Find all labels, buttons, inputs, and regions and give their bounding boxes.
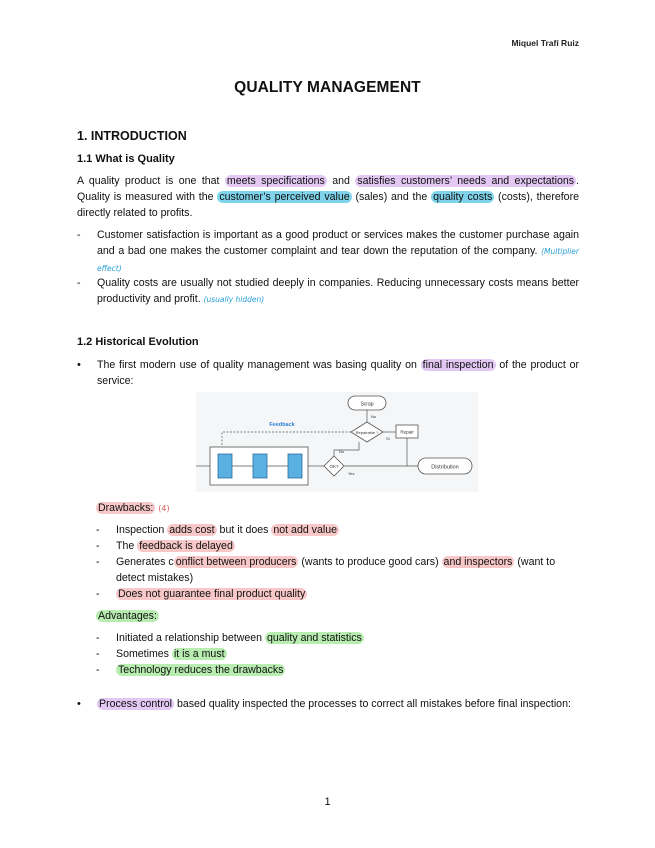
list-item-text: Customer satisfaction is important as a good product or services makes the customer purchase again and a bad one makes the customer complaint and tear down the reputation of the company. bbox=[97, 229, 579, 257]
highlight-process-control: Process control bbox=[99, 698, 173, 710]
process-step-1 bbox=[218, 454, 232, 478]
quality-definition-paragraph bbox=[77, 173, 579, 221]
highlight-quality-costs: quality costs bbox=[433, 191, 493, 203]
dash-marker: - bbox=[96, 540, 100, 552]
text: (sales) and the bbox=[351, 191, 432, 203]
subsection-heading-what-is-quality: 1.1 What is Quality bbox=[77, 153, 175, 165]
repairable-label: Repairable ? bbox=[355, 430, 379, 435]
drawbacks-label: Drawbacks: bbox=[98, 502, 154, 514]
highlight-satisfies-needs: satisfies customers’ needs and expectations bbox=[357, 175, 575, 187]
scrap-label: Scrap bbox=[360, 401, 374, 408]
text: . Quality is measured with the bbox=[77, 175, 579, 203]
highlight: Technology reduces the drawbacks bbox=[118, 664, 284, 676]
process-step-3 bbox=[288, 454, 302, 478]
list-item-customer-satisfaction bbox=[77, 227, 579, 277]
text: The bbox=[116, 540, 138, 552]
advantages-label: Advantages: bbox=[98, 610, 157, 622]
dash-marker: - bbox=[96, 556, 100, 568]
text: The first modern use of quality management was basing quality on bbox=[97, 359, 421, 371]
advantage-item bbox=[96, 630, 580, 646]
highlight-perceived-value: customer’s perceived value bbox=[219, 191, 350, 203]
no-label-lower: No bbox=[339, 449, 345, 454]
ok-label: OK? bbox=[329, 464, 339, 469]
highlight: and inspectors bbox=[443, 556, 513, 568]
drawback-item bbox=[96, 522, 580, 538]
text: Sometimes bbox=[116, 648, 172, 660]
feedback-label: Feedback bbox=[269, 422, 295, 428]
highlight: Does not guarantee final product quality bbox=[118, 588, 306, 600]
text: (want to detect mistakes) bbox=[116, 556, 556, 584]
bullet-marker: • bbox=[77, 359, 81, 371]
yes-label: Yes bbox=[348, 471, 355, 476]
drawback-item bbox=[96, 538, 580, 554]
text: (wants to produce good cars) bbox=[298, 556, 442, 568]
highlight-meets-specifications: meets specifications bbox=[226, 175, 325, 187]
drawbacks-label-row bbox=[96, 500, 170, 517]
text: Initiated a relationship between bbox=[116, 632, 266, 644]
highlight: onflict between producers bbox=[175, 556, 297, 568]
author-header: Miquel Trafí Ruiz bbox=[511, 38, 579, 48]
text: (costs), therefore directly related to profits. bbox=[77, 191, 579, 219]
text: based quality inspected the processes to correct all mistakes before final inspection: bbox=[174, 698, 571, 710]
drawback-item bbox=[96, 586, 580, 602]
highlight: it is a must bbox=[173, 648, 225, 660]
section-heading-introduction: 1. INTRODUCTION bbox=[77, 129, 187, 143]
handwritten-note: (usually hidden) bbox=[203, 295, 265, 304]
inspection-flow-diagram bbox=[196, 392, 478, 492]
dash-marker: - bbox=[96, 588, 100, 600]
dash-marker: - bbox=[96, 524, 100, 536]
dash-marker: - bbox=[96, 648, 100, 660]
drawback-item bbox=[96, 554, 580, 586]
advantage-item bbox=[96, 662, 580, 678]
dash-marker: - bbox=[96, 632, 100, 644]
highlight: quality and statistics bbox=[267, 632, 362, 644]
bullet-marker: • bbox=[77, 698, 81, 710]
advantages-label-row bbox=[96, 608, 159, 624]
si-label: Sí bbox=[386, 436, 390, 441]
subsection-heading-historical-evolution: 1.2 Historical Evolution bbox=[77, 336, 199, 348]
list-item-text: Quality costs are usually not studied deeply in companies. Reducing unnecessary costs means better productivity and profit. bbox=[97, 277, 579, 305]
list-item-quality-costs bbox=[77, 275, 579, 308]
text: Inspection bbox=[116, 524, 168, 536]
advantage-item bbox=[96, 646, 580, 662]
highlight-final-inspection: final inspection bbox=[422, 359, 494, 371]
highlight: not add value bbox=[273, 524, 338, 536]
text: of the product or service: bbox=[97, 359, 579, 387]
highlight: adds cost bbox=[169, 524, 215, 536]
text: Generates c bbox=[116, 556, 174, 568]
process-step-2 bbox=[253, 454, 267, 478]
dash-marker: - bbox=[96, 664, 100, 676]
dash-marker: - bbox=[77, 229, 81, 241]
bullet-process-control bbox=[77, 696, 579, 712]
drawbacks-count-note: (4) bbox=[158, 504, 170, 513]
handwritten-note: (Multiplier effect) bbox=[97, 247, 579, 273]
no-label-upper: No bbox=[371, 414, 377, 419]
text: A quality product is one that bbox=[77, 175, 225, 187]
distribution-label: Distribution bbox=[431, 464, 459, 471]
text: and bbox=[326, 175, 356, 187]
document-title: QUALITY MANAGEMENT bbox=[234, 79, 421, 96]
repair-label: Repair bbox=[400, 429, 414, 435]
text: but it does bbox=[216, 524, 272, 536]
bullet-final-inspection bbox=[77, 357, 579, 389]
highlight: feedback is delayed bbox=[139, 540, 233, 552]
dash-marker: - bbox=[77, 277, 81, 289]
page-number: 1 bbox=[324, 796, 331, 808]
